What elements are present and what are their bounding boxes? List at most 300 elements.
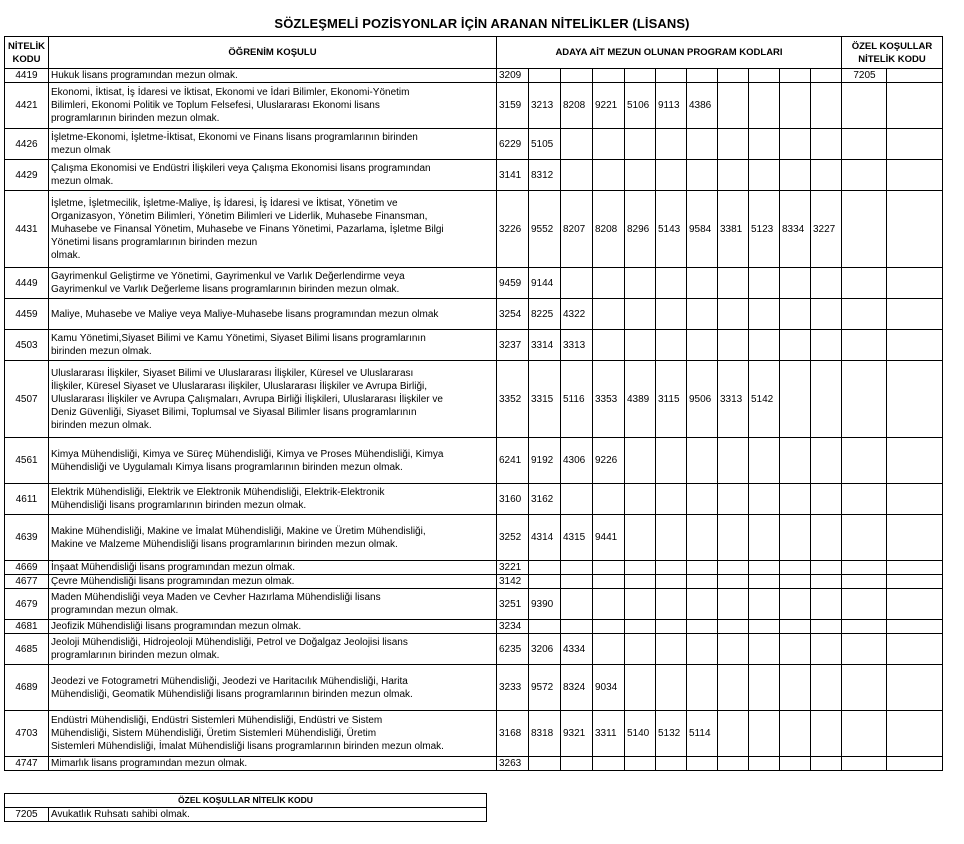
- qualification-code: 4561: [5, 438, 49, 484]
- program-code: [718, 69, 749, 83]
- program-code: [529, 69, 561, 83]
- program-code: 9441: [593, 515, 625, 561]
- program-code: [687, 665, 718, 711]
- program-code: 6235: [497, 634, 529, 665]
- qualification-code: 4449: [5, 268, 49, 299]
- program-code: [625, 484, 656, 515]
- program-code: [593, 69, 625, 83]
- program-code: [718, 711, 749, 757]
- program-code: 5142: [749, 361, 780, 438]
- condition-line: Mühendisliği, Geomatik Mühendisliği lisans programlarının birinden mezun olmak.: [51, 688, 413, 700]
- program-code: [625, 330, 656, 361]
- table-row: [5, 575, 943, 589]
- program-code: 9321: [561, 711, 593, 757]
- program-code: [529, 620, 561, 634]
- program-code: [718, 438, 749, 484]
- program-code: 9113: [656, 83, 687, 129]
- condition-line: Bilimleri, Ekonomi Politik ve Toplum Felsefesi, Uluslararası Ekonomi lisans: [51, 100, 380, 111]
- condition-line: İşletme-Ekonomi, İşletme-İktisat, Ekonomi ve Finans lisans programlarının birinden: [51, 132, 418, 143]
- table-row: [5, 361, 943, 438]
- special-condition-code: [842, 515, 887, 561]
- program-code: [780, 575, 811, 589]
- program-code: 3311: [593, 711, 625, 757]
- program-code: [687, 330, 718, 361]
- program-code: [529, 757, 561, 771]
- program-code: [780, 589, 811, 620]
- special-condition-code: [887, 330, 943, 361]
- program-code: [561, 757, 593, 771]
- program-code: [780, 129, 811, 160]
- program-code: [780, 711, 811, 757]
- program-code: [656, 561, 687, 575]
- qualification-code: 4611: [5, 484, 49, 515]
- program-code: [687, 620, 718, 634]
- condition-line: Uluslararası İlişkiler ve Avrupa Çalışmaları, Avrupa Birliği İlişkileri, Uluslararası İlişkiler ve: [51, 393, 443, 405]
- condition-line: Uluslararası İlişkiler, Siyaset Bilimi ve Uluslararası İlişkiler, Küresel ve Uluslararası: [51, 367, 414, 379]
- qualification-code: 4429: [5, 160, 49, 191]
- condition-line: İlişkiler, Küresel Siyaset ve Uluslararası ilişkiler, Uluslararası İlişkiler ve Avrupa Birliği,: [51, 380, 428, 392]
- program-code: [749, 561, 780, 575]
- special-condition-code: [887, 515, 943, 561]
- special-condition-code: [887, 268, 943, 299]
- program-code: [593, 561, 625, 575]
- program-code: [780, 268, 811, 299]
- program-code: 5140: [625, 711, 656, 757]
- program-code: [656, 575, 687, 589]
- program-code: [625, 620, 656, 634]
- program-code: 3381: [718, 191, 749, 268]
- program-code: [687, 484, 718, 515]
- condition-line: İnşaat Mühendisliği lisans programından mezun olmak.: [51, 562, 296, 573]
- program-code: [718, 330, 749, 361]
- table-row: [5, 268, 943, 299]
- code-column-header: [5, 37, 49, 69]
- qualification-code: 4421: [5, 83, 49, 129]
- education-condition: [49, 69, 497, 83]
- special-header-line1: ÖZEL KOŞULLAR: [851, 40, 933, 52]
- condition-line: Hukuk lisans programından mezun olmak.: [51, 70, 238, 81]
- condition-line: mezun olmak: [51, 145, 111, 156]
- program-code: [780, 757, 811, 771]
- table-row: [5, 665, 943, 711]
- education-condition: [49, 561, 497, 575]
- qualification-code: 4507: [5, 361, 49, 438]
- table-row: [5, 634, 943, 665]
- program-code: 3213: [529, 83, 561, 129]
- special-description: Avukatlık Ruhsatı sahibi olmak.: [49, 808, 487, 822]
- education-condition: [49, 83, 497, 129]
- special-condition-code: [887, 561, 943, 575]
- program-code: 4322: [561, 299, 593, 330]
- special-condition-code: [842, 268, 887, 299]
- condition-line: Çalışma Ekonomisi ve Endüstri İlişkileri veya Çalışma Ekonomisi lisans programından: [51, 163, 431, 174]
- program-code: 6241: [497, 438, 529, 484]
- education-condition: [49, 191, 497, 268]
- program-code: 3221: [497, 561, 529, 575]
- program-code: [811, 361, 842, 438]
- program-code: [625, 69, 656, 83]
- condition-line: Elektrik Mühendisliği, Elektrik ve Elektronik Mühendisliği, Elektrik-Elektronik: [51, 487, 385, 498]
- program-code: 8225: [529, 299, 561, 330]
- program-code: [625, 438, 656, 484]
- condition-line: Mühendisliği ve Uygulamalı Kimya lisans programlarının birinden mezun olmak.: [51, 461, 403, 473]
- program-code: 3251: [497, 589, 529, 620]
- table-row: [5, 69, 943, 83]
- program-code: [749, 160, 780, 191]
- program-code: [561, 129, 593, 160]
- qualification-code: 4639: [5, 515, 49, 561]
- condition-line: Maliye, Muhasebe ve Maliye veya Maliye-Muhasebe lisans programından mezun olmak: [51, 308, 439, 320]
- program-code: [529, 561, 561, 575]
- program-code: [656, 330, 687, 361]
- program-code: [718, 620, 749, 634]
- program-code: 6229: [497, 129, 529, 160]
- programs-column-header: ADAYA AİT MEZUN OLUNAN PROGRAM KODLARI: [497, 37, 842, 69]
- qualification-code: 4419: [5, 69, 49, 83]
- qualification-code: 4685: [5, 634, 49, 665]
- program-code: 3159: [497, 83, 529, 129]
- special-condition-code: [842, 575, 887, 589]
- condition-column-header: ÖĞRENİM KOŞULU: [49, 37, 497, 69]
- program-code: 9459: [497, 268, 529, 299]
- program-code: [593, 330, 625, 361]
- special-condition-code: [887, 665, 943, 711]
- education-condition: [49, 299, 497, 330]
- program-code: 9572: [529, 665, 561, 711]
- program-code: 4315: [561, 515, 593, 561]
- program-code: [656, 665, 687, 711]
- program-code: 9390: [529, 589, 561, 620]
- program-code: 3233: [497, 665, 529, 711]
- condition-line: İşletme, İşletmecilik, İşletme-Maliye, İş İdaresi, İş İdaresi ve İktisat, Yönetim ve: [51, 197, 398, 209]
- education-condition: [49, 361, 497, 438]
- education-condition: [49, 589, 497, 620]
- table-row: [5, 711, 943, 757]
- program-code: [561, 69, 593, 83]
- program-code: [593, 268, 625, 299]
- program-code: [718, 589, 749, 620]
- program-code: [780, 160, 811, 191]
- program-code: 3115: [656, 361, 687, 438]
- special-condition-code: [887, 438, 943, 484]
- program-code: 5143: [656, 191, 687, 268]
- program-code: [811, 438, 842, 484]
- program-code: [780, 561, 811, 575]
- program-code: [811, 83, 842, 129]
- program-code: 3234: [497, 620, 529, 634]
- program-code: [561, 589, 593, 620]
- program-code: [687, 129, 718, 160]
- program-code: 9552: [529, 191, 561, 268]
- program-code: [593, 620, 625, 634]
- program-code: [593, 757, 625, 771]
- condition-line: Jeofizik Mühendisliği lisans programından mezun olmak.: [51, 621, 302, 632]
- program-code: 3237: [497, 330, 529, 361]
- program-code: [811, 268, 842, 299]
- program-code: [749, 711, 780, 757]
- table-row: [5, 561, 943, 575]
- program-code: [687, 438, 718, 484]
- program-code: 3162: [529, 484, 561, 515]
- program-code: [625, 160, 656, 191]
- education-condition: [49, 129, 497, 160]
- program-code: 3227: [811, 191, 842, 268]
- table-row: [5, 484, 943, 515]
- program-code: 5105: [529, 129, 561, 160]
- program-code: 4306: [561, 438, 593, 484]
- program-code: [780, 438, 811, 484]
- program-code: [718, 561, 749, 575]
- program-code: [656, 69, 687, 83]
- program-code: [687, 589, 718, 620]
- special-condition-code: [842, 665, 887, 711]
- program-code: 8312: [529, 160, 561, 191]
- table-row: [5, 515, 943, 561]
- program-code: 5116: [561, 361, 593, 438]
- special-conditions-header: ÖZEL KOŞULLAR NİTELİK KODU: [5, 794, 487, 808]
- program-code: [749, 299, 780, 330]
- program-code: [593, 129, 625, 160]
- program-code: 3313: [718, 361, 749, 438]
- program-code: [811, 561, 842, 575]
- program-code: [656, 129, 687, 160]
- special-condition-code: [842, 561, 887, 575]
- special-condition-code: [842, 620, 887, 634]
- condition-line: Yönetimi lisans programlarının birinden mezun: [51, 236, 258, 248]
- code-header-line1: NİTELİK: [8, 40, 45, 52]
- condition-line: birinden mezun olmak.: [51, 346, 152, 357]
- program-code: [811, 575, 842, 589]
- program-code: [593, 299, 625, 330]
- program-code: [656, 757, 687, 771]
- qualification-code: 4679: [5, 589, 49, 620]
- program-code: [718, 575, 749, 589]
- program-code: 8208: [593, 191, 625, 268]
- special-condition-code: [842, 160, 887, 191]
- program-code: [718, 665, 749, 711]
- program-code: 3353: [593, 361, 625, 438]
- special-condition-code: [887, 711, 943, 757]
- program-code: 9221: [593, 83, 625, 129]
- education-condition: [49, 160, 497, 191]
- program-code: [625, 268, 656, 299]
- program-code: [625, 575, 656, 589]
- qualification-code: 4669: [5, 561, 49, 575]
- program-code: [780, 665, 811, 711]
- program-code: 3209: [497, 69, 529, 83]
- special-condition-code: [887, 589, 943, 620]
- program-code: [561, 575, 593, 589]
- program-code: [593, 575, 625, 589]
- program-code: 3142: [497, 575, 529, 589]
- condition-line: programından mezun olmak.: [51, 605, 179, 616]
- program-code: [749, 69, 780, 83]
- program-code: [718, 757, 749, 771]
- program-code: 4386: [687, 83, 718, 129]
- condition-line: Makine ve Malzeme Mühendisliği lisans programlarının birinden mezun olmak.: [51, 538, 398, 550]
- program-code: [656, 634, 687, 665]
- program-code: [749, 757, 780, 771]
- program-code: 8296: [625, 191, 656, 268]
- program-code: [656, 299, 687, 330]
- program-code: [811, 665, 842, 711]
- education-condition: [49, 268, 497, 299]
- condition-line: Jeoloji Mühendisliği, Hidrojeoloji Mühendisliği, Petrol ve Doğalgaz Jeolojisi lisans: [51, 637, 408, 648]
- program-code: [811, 711, 842, 757]
- program-code: [687, 268, 718, 299]
- condition-line: Kimya Mühendisliği, Kimya ve Süreç Mühendisliği, Kimya ve Proses Mühendisliği, Kimya: [51, 448, 444, 460]
- program-code: [749, 438, 780, 484]
- condition-line: Deniz Güvenliği, Siyaset Bilimi, Toplumsal ve Siyasal Bilimler lisans programlarının: [51, 406, 417, 418]
- program-code: [811, 299, 842, 330]
- program-code: [780, 83, 811, 129]
- education-condition: [49, 575, 497, 589]
- program-code: [593, 589, 625, 620]
- special-condition-code: [887, 361, 943, 438]
- special-condition-code: [842, 438, 887, 484]
- special-condition-code: [887, 69, 943, 83]
- program-code: [780, 634, 811, 665]
- condition-line: olmak.: [51, 249, 81, 261]
- program-code: [811, 69, 842, 83]
- program-code: [625, 634, 656, 665]
- condition-line: Kamu Yönetimi,Siyaset Bilimi ve Kamu Yönetimi, Siyaset Bilimi lisans programlarının: [51, 333, 426, 344]
- special-condition-code: [842, 191, 887, 268]
- program-code: 8318: [529, 711, 561, 757]
- program-code: [656, 438, 687, 484]
- program-code: [656, 620, 687, 634]
- program-code: 3252: [497, 515, 529, 561]
- program-code: [687, 757, 718, 771]
- program-code: [749, 330, 780, 361]
- program-code: 9584: [687, 191, 718, 268]
- program-code: [561, 620, 593, 634]
- program-code: 5123: [749, 191, 780, 268]
- special-condition-code: [842, 299, 887, 330]
- program-code: [656, 589, 687, 620]
- program-code: 8334: [780, 191, 811, 268]
- program-code: [561, 160, 593, 191]
- program-code: [780, 299, 811, 330]
- program-code: 3206: [529, 634, 561, 665]
- table-row: [5, 330, 943, 361]
- condition-line: programlarının birinden mezun olmak.: [51, 650, 220, 661]
- education-condition: [49, 711, 497, 757]
- program-code: [780, 361, 811, 438]
- program-code: [687, 634, 718, 665]
- special-condition-code: [842, 484, 887, 515]
- condition-line: birinden mezun olmak.: [51, 419, 152, 431]
- condition-line: Muhasebe ve Finansal Yönetim, Muhasebe ve Finans Yönetimi, Pazarlama, İşletme Bilgi: [51, 223, 444, 235]
- program-code: 8208: [561, 83, 593, 129]
- education-condition: [49, 515, 497, 561]
- special-header-line2: NİTELİK KODU: [858, 53, 926, 65]
- program-code: 9506: [687, 361, 718, 438]
- qualification-code: 4459: [5, 299, 49, 330]
- special-condition-code: [842, 634, 887, 665]
- program-code: [656, 268, 687, 299]
- program-code: [687, 515, 718, 561]
- table-row: [5, 83, 943, 129]
- program-code: [780, 515, 811, 561]
- special-condition-code: [887, 83, 943, 129]
- special-condition-code: [887, 634, 943, 665]
- program-code: [718, 83, 749, 129]
- condition-line: Gayrimenkul Geliştirme ve Yönetimi, Gayrimenkul ve Varlık Değerlendirme veya: [51, 271, 405, 282]
- condition-line: Sistemleri Mühendisliği, İmalat Mühendisliği lisans programlarının birinden mezun olmak.: [51, 741, 444, 752]
- program-code: [529, 575, 561, 589]
- program-code: [749, 83, 780, 129]
- education-condition: [49, 484, 497, 515]
- program-code: [811, 515, 842, 561]
- special-condition-code: [887, 620, 943, 634]
- education-condition: [49, 330, 497, 361]
- program-code: [749, 268, 780, 299]
- program-code: 3263: [497, 757, 529, 771]
- table-header-row: [5, 37, 943, 69]
- qualification-code: 4747: [5, 757, 49, 771]
- condition-line: Organizasyon, Yönetim Bilimleri, Yönetim Bilimleri ve Liderlik, Muhasebe Finansman,: [51, 210, 428, 222]
- education-condition: [49, 757, 497, 771]
- program-code: [780, 330, 811, 361]
- qualification-code: 4426: [5, 129, 49, 160]
- program-code: [811, 330, 842, 361]
- program-code: [625, 561, 656, 575]
- program-code: [811, 484, 842, 515]
- special-condition-code: [887, 160, 943, 191]
- program-code: [811, 757, 842, 771]
- condition-line: Çevre Mühendisliği lisans programından mezun olmak.: [51, 576, 295, 587]
- table-row: [5, 438, 943, 484]
- program-code: [749, 129, 780, 160]
- program-code: [625, 665, 656, 711]
- condition-line: Maden Mühendisliği veya Maden ve Cevher Hazırlama Mühendisliği lisans: [51, 592, 381, 603]
- special-conditions-table: [4, 793, 487, 822]
- code-header-line2: KODU: [12, 53, 41, 65]
- program-code: 3168: [497, 711, 529, 757]
- program-code: [561, 268, 593, 299]
- program-code: 9144: [529, 268, 561, 299]
- program-code: [718, 634, 749, 665]
- special-condition-code: [842, 330, 887, 361]
- condition-line: Endüstri Mühendisliği, Endüstri Sistemleri Mühendisliği, Endüstri ve Sistem: [51, 715, 383, 726]
- program-code: [811, 589, 842, 620]
- program-code: [749, 589, 780, 620]
- program-code: [687, 575, 718, 589]
- program-code: 5114: [687, 711, 718, 757]
- qualification-code: 4503: [5, 330, 49, 361]
- program-code: 3254: [497, 299, 529, 330]
- program-code: [593, 634, 625, 665]
- education-condition: [49, 620, 497, 634]
- program-code: [561, 561, 593, 575]
- program-code: [656, 160, 687, 191]
- special-condition-code: [887, 299, 943, 330]
- program-code: 9034: [593, 665, 625, 711]
- program-code: [561, 484, 593, 515]
- special-condition-code: [842, 361, 887, 438]
- special-table-row: [5, 808, 487, 822]
- program-code: 9192: [529, 438, 561, 484]
- program-code: 4334: [561, 634, 593, 665]
- program-code: [656, 484, 687, 515]
- program-code: 5132: [656, 711, 687, 757]
- program-code: [749, 515, 780, 561]
- table-row: [5, 757, 943, 771]
- program-code: [811, 634, 842, 665]
- program-code: [811, 160, 842, 191]
- program-code: 3352: [497, 361, 529, 438]
